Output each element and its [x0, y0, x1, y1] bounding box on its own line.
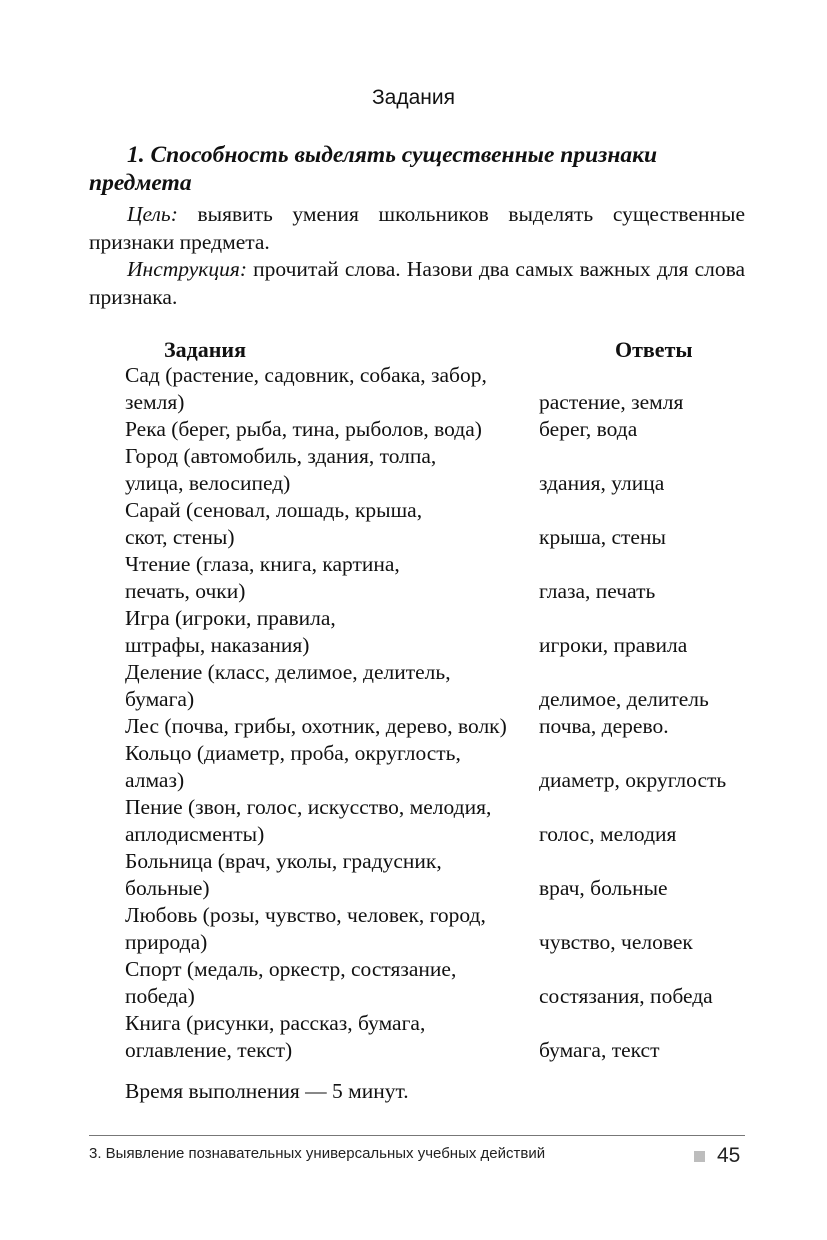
task-words [125, 1010, 530, 1064]
task-row [0, 713, 827, 740]
task-row [0, 659, 827, 713]
task-words [125, 740, 530, 794]
task-line: аплодисменты) [125, 822, 265, 846]
task-words [125, 416, 530, 443]
task-answer: врач, больные [539, 876, 668, 900]
answers-column-header: Ответы [615, 337, 693, 362]
task-words [125, 659, 530, 713]
instruction-text: прочитай слова. Назови два самых важных для слова признака. [89, 257, 745, 309]
task-answer: диаметр, округлость [539, 768, 727, 792]
task-row [0, 848, 827, 902]
task-line: Кольцо (диаметр, проба, округлость, [125, 741, 461, 765]
task-answer: почва, дерево. [539, 714, 669, 738]
task-row [0, 443, 827, 497]
task-line: Река (берег, рыба, тина, рыболов, вода) [125, 417, 482, 441]
task-words [125, 794, 530, 848]
section-title: Задания [372, 86, 455, 109]
task-row [0, 956, 827, 1010]
task-words [125, 713, 530, 740]
task-row [0, 497, 827, 551]
task-words [125, 902, 530, 956]
task-line: алмаз) [125, 768, 185, 792]
task-heading-text: Способность выделять существенные признаки предмета [89, 142, 658, 196]
task-line: Город (автомобиль, здания, толпа, [125, 444, 437, 468]
task-line: Книга (рисунки, рассказ, бумага, [125, 1011, 426, 1035]
task-line: Любовь (розы, чувство, человек, город, [125, 903, 486, 927]
task-line: оглавление, текст) [125, 1038, 293, 1062]
tasks-column-header: Задания [164, 337, 246, 362]
task-answer: растение, земля [539, 390, 684, 414]
task-line: печать, очки) [125, 579, 246, 603]
task-words [125, 848, 530, 902]
task-words [125, 443, 530, 497]
footer-square-marker [694, 1151, 705, 1162]
task-row [0, 362, 827, 416]
task-answer: бумага, текст [539, 1038, 660, 1062]
task-answer: глаза, печать [539, 579, 656, 603]
task-row [0, 794, 827, 848]
task-words [125, 362, 530, 416]
task-line: Больница (врач, уколы, градусник, [125, 849, 442, 873]
task-line: Пение (звон, голос, искусство, мелодия, [125, 795, 492, 819]
task-answer: делимое, делитель [539, 687, 709, 711]
task-answer: крыша, стены [539, 525, 666, 549]
task-row [0, 551, 827, 605]
task-words [125, 956, 530, 1010]
task-line: Сад (растение, садовник, собака, забор, [125, 363, 487, 387]
task-row [0, 740, 827, 794]
task-answer-table [0, 362, 827, 1064]
goal-label: Цель: [127, 202, 178, 226]
task-line: земля) [125, 390, 185, 414]
task-line: Чтение (глаза, книга, картина, [125, 552, 400, 576]
task-answer: здания, улица [539, 471, 665, 495]
task-line: улица, велосипед) [125, 471, 291, 495]
task-heading [89, 141, 745, 197]
task-words [125, 605, 530, 659]
time-note: Время выполнения — 5 минут. [125, 1079, 409, 1103]
task-number: 1. [127, 142, 145, 168]
task-line: победа) [125, 984, 195, 1008]
footer-chapter-title: 3. Выявление познавательных универсальных учебных действий [89, 1145, 546, 1162]
task-line: Спорт (медаль, оркестр, состязание, [125, 957, 457, 981]
task-row [0, 416, 827, 443]
task-line: скот, стены) [125, 525, 235, 549]
task-words [125, 551, 530, 605]
task-line: Игра (игроки, правила, [125, 606, 336, 630]
goal-text: выявить умения школьников выделять существенные признаки предмета. [89, 202, 745, 254]
task-row [0, 605, 827, 659]
task-answer: голос, мелодия [539, 822, 677, 846]
task-row [0, 1010, 827, 1064]
footer-divider [89, 1135, 745, 1136]
task-line: природа) [125, 930, 208, 954]
task-answer: берег, вода [539, 417, 638, 441]
task-row [0, 902, 827, 956]
task-line: Деление (класс, делимое, делитель, [125, 660, 451, 684]
task-line: больные) [125, 876, 210, 900]
instruction-label: Инструкция: [127, 257, 247, 281]
task-line: Лес (почва, грибы, охотник, дерево, волк) [125, 714, 507, 738]
task-line: штрафы, наказания) [125, 633, 310, 657]
task-answer: игроки, правила [539, 633, 688, 657]
goal-paragraph [89, 200, 745, 256]
task-answer: состязания, победа [539, 984, 713, 1008]
instruction-paragraph [89, 255, 745, 311]
task-words [125, 497, 530, 551]
task-line: Сарай (сеновал, лошадь, крыша, [125, 498, 423, 522]
task-answer: чувство, человек [539, 930, 693, 954]
task-line: бумага) [125, 687, 195, 711]
page-number: 45 [717, 1144, 741, 1167]
